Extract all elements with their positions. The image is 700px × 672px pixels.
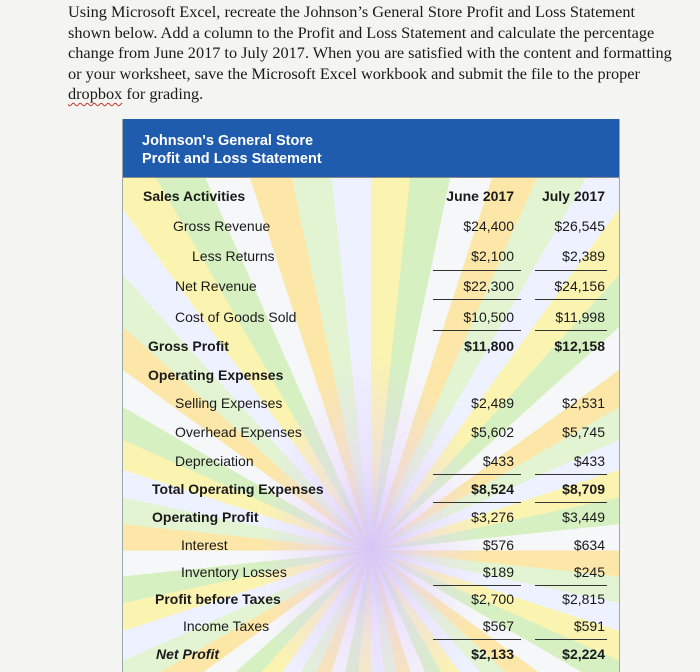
row-gross-profit	[123, 336, 619, 358]
row-inventory-losses	[123, 562, 619, 584]
row-label: Total Operating Expenses	[152, 481, 324, 497]
subtotal-rule	[535, 639, 607, 640]
row-label: Operating Expenses	[148, 367, 284, 383]
instructions-line-end: for grading.	[122, 84, 204, 103]
row-operating-expenses	[123, 365, 619, 387]
row-label: Gross Revenue	[173, 218, 271, 234]
value-june: $22,300	[463, 278, 514, 294]
row-label: Depreciation	[175, 453, 254, 469]
statement-title: Johnson's General Store	[142, 133, 314, 149]
column-header-july: July 2017	[541, 188, 605, 204]
value-july: $591	[573, 618, 605, 634]
row-label: Income Taxes	[183, 618, 270, 634]
value-july: $12,158	[554, 338, 605, 354]
value-july: $634	[573, 537, 605, 553]
subtotal-rule	[535, 270, 607, 271]
row-label: Cost of Goods Sold	[175, 309, 297, 325]
spellcheck-word: dropbox	[68, 84, 123, 103]
row-income-taxes	[123, 616, 619, 638]
row-label: Less Returns	[192, 248, 275, 264]
value-june: $189	[482, 564, 514, 580]
subtotal-rule	[535, 474, 607, 475]
value-july: $3,449	[562, 509, 605, 525]
value-june: $2,700	[471, 591, 514, 607]
column-header-row	[123, 186, 619, 208]
row-operating-profit	[123, 507, 619, 529]
value-june: $8,524	[471, 481, 514, 497]
instructions-line: change from June 2017 to July 2017. When you are satisfied with the content and formatting	[68, 43, 672, 62]
row-overhead-expenses	[123, 422, 619, 444]
value-july: $245	[573, 564, 605, 580]
value-july: $433	[573, 453, 605, 469]
subtotal-rule	[433, 502, 521, 503]
subtotal-rule	[535, 330, 607, 331]
statement-header	[123, 119, 619, 177]
row-less-returns	[123, 246, 619, 268]
instructions-line: Using Microsoft Excel, recreate the Johnson’s General Store Profit and Loss Statement	[68, 2, 635, 21]
row-label: Net Profit	[156, 646, 219, 662]
subtotal-rule	[433, 299, 521, 300]
value-july: $11,998	[555, 309, 605, 325]
subtotal-rule	[433, 474, 521, 475]
row-net-revenue	[123, 276, 619, 298]
row-label: Gross Profit	[148, 338, 229, 354]
row-label: Interest	[181, 537, 228, 553]
subtotal-rule	[535, 585, 607, 586]
value-june: $2,133	[471, 646, 514, 662]
row-total-operating-expenses	[123, 479, 619, 501]
row-profit-before-taxes	[123, 589, 619, 611]
subtotal-rule	[433, 330, 521, 331]
subtotal-rule	[433, 585, 521, 586]
subtotal-rule	[433, 639, 521, 640]
value-june: $2,100	[471, 248, 514, 264]
instructions-text	[68, 2, 698, 105]
value-july: $24,156	[554, 278, 605, 294]
statement-subtitle: Profit and Loss Statement	[142, 151, 322, 167]
value-june: $2,489	[471, 395, 514, 411]
row-label: Profit before Taxes	[155, 591, 281, 607]
value-june: $576	[482, 537, 514, 553]
value-july: $5,745	[562, 424, 605, 440]
value-june: $10,500	[463, 309, 514, 325]
row-label: Inventory Losses	[181, 564, 287, 580]
row-label: Selling Expenses	[175, 395, 283, 411]
value-july: $2,389	[562, 248, 605, 264]
row-gross-revenue	[123, 216, 619, 238]
value-june: $5,602	[471, 424, 514, 440]
column-header-june: June 2017	[446, 188, 514, 204]
header-divider	[123, 177, 619, 178]
value-june: $567	[482, 618, 514, 634]
row-interest	[123, 535, 619, 557]
value-july: $2,815	[562, 591, 605, 607]
value-june: $3,276	[471, 509, 514, 525]
value-june: $433	[482, 453, 514, 469]
value-june: $11,800	[464, 338, 514, 354]
row-selling-expenses	[123, 393, 619, 415]
profit-loss-statement	[122, 119, 620, 672]
value-june: $24,400	[463, 218, 514, 234]
subtotal-rule	[433, 270, 521, 271]
row-label: Overhead Expenses	[175, 424, 302, 440]
row-label: Net Revenue	[175, 278, 257, 294]
row-net-profit	[123, 644, 619, 666]
subtotal-rule	[535, 502, 607, 503]
value-july: $26,545	[554, 218, 605, 234]
instructions-line: or your worksheet, save the Microsoft Excel workbook and submit the file to the proper	[68, 63, 640, 83]
instructions-line	[68, 84, 698, 105]
value-july: $2,224	[562, 646, 605, 662]
value-july: $8,709	[562, 481, 605, 497]
row-cost-of-goods-sold	[123, 307, 619, 329]
row-depreciation	[123, 451, 619, 473]
row-label: Operating Profit	[152, 509, 259, 525]
section-label: Sales Activities	[143, 188, 246, 204]
value-july: $2,531	[562, 395, 605, 411]
instructions-line: shown below. Add a column to the Profit and Loss Statement and calculate the percentage	[68, 22, 655, 42]
subtotal-rule	[535, 299, 607, 300]
